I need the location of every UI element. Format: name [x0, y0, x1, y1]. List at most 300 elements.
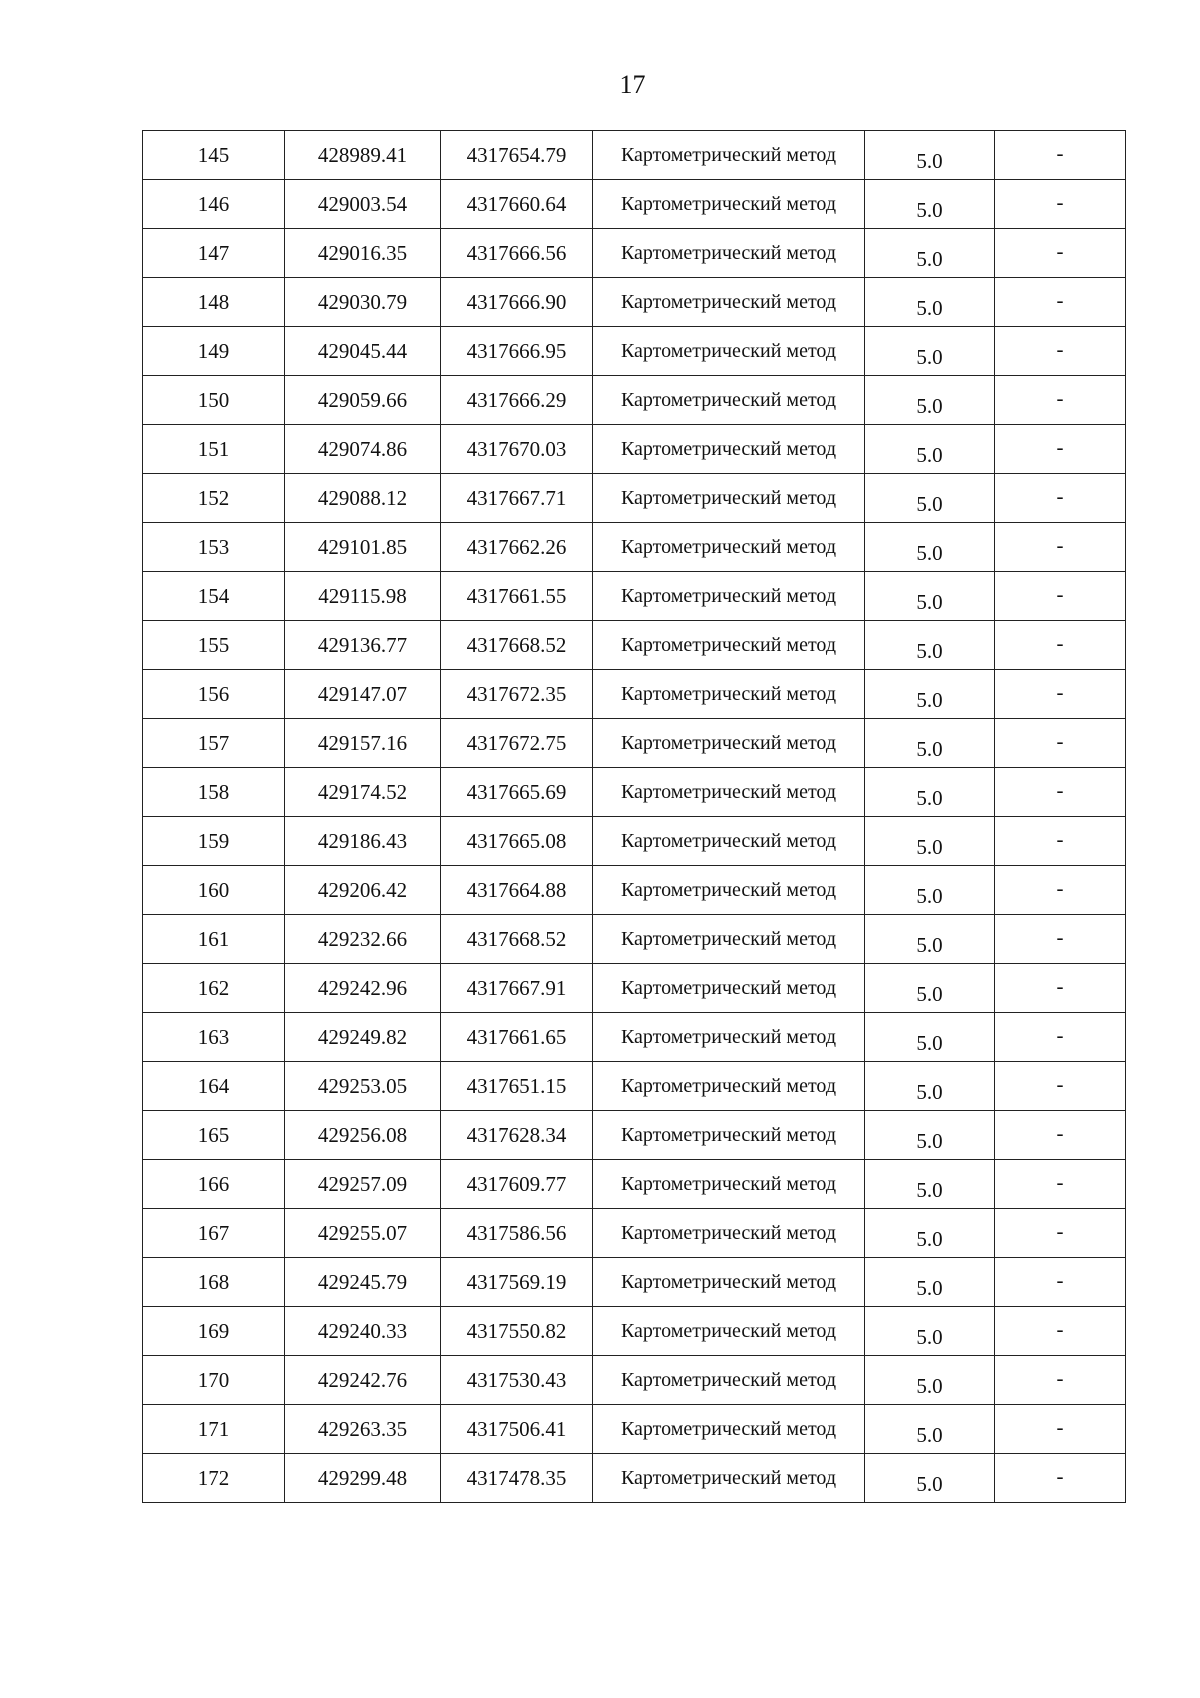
- table-row: [143, 1013, 1126, 1062]
- y-coordinate-text: 4317662.26: [466, 534, 567, 559]
- table-row: [143, 278, 1126, 327]
- point-number-cell: [143, 131, 285, 180]
- method-text: Картометрический метод: [620, 388, 837, 411]
- y-coordinate-cell: [441, 180, 593, 229]
- table-row: [143, 1405, 1126, 1454]
- accuracy-cell: [865, 817, 995, 866]
- note-cell: [995, 327, 1126, 376]
- y-coordinate-cell: [441, 719, 593, 768]
- note-text: -: [1056, 140, 1064, 165]
- method-text: Картометрический метод: [620, 1025, 837, 1048]
- y-coordinate-cell: [441, 474, 593, 523]
- accuracy-text: 5.0: [916, 1128, 943, 1153]
- point-number-text: 149: [197, 338, 230, 363]
- table-row: [143, 866, 1126, 915]
- method-cell: [593, 278, 865, 327]
- note-cell: [995, 768, 1126, 817]
- page-number: 17: [619, 70, 646, 99]
- method-text: Картометрический метод: [620, 1123, 837, 1146]
- point-number-text: 165: [197, 1122, 230, 1147]
- x-coordinate-cell: [285, 229, 441, 278]
- x-coordinate-text: 429157.16: [317, 730, 408, 755]
- point-number-cell: [143, 1160, 285, 1209]
- method-cell: [593, 621, 865, 670]
- accuracy-text: 5.0: [916, 393, 943, 418]
- point-number-cell: [143, 376, 285, 425]
- y-coordinate-cell: [441, 1160, 593, 1209]
- y-coordinate-cell: [441, 621, 593, 670]
- table-row: [143, 376, 1126, 425]
- note-cell: [995, 915, 1126, 964]
- accuracy-text: 5.0: [916, 1275, 943, 1300]
- point-number-text: 159: [197, 828, 230, 853]
- x-coordinate-text: 429003.54: [317, 191, 408, 216]
- table-row: [143, 523, 1126, 572]
- point-number-text: 151: [197, 436, 230, 461]
- accuracy-cell: [865, 376, 995, 425]
- note-cell: [995, 1111, 1126, 1160]
- x-coordinate-cell: [285, 131, 441, 180]
- x-coordinate-cell: [285, 1356, 441, 1405]
- y-coordinate-text: 4317665.69: [466, 779, 567, 804]
- y-coordinate-cell: [441, 964, 593, 1013]
- x-coordinate-cell: [285, 719, 441, 768]
- accuracy-text: 5.0: [916, 883, 943, 908]
- y-coordinate-text: 4317506.41: [466, 1416, 567, 1441]
- note-text: -: [1056, 630, 1064, 655]
- point-number-text: 145: [197, 142, 230, 167]
- x-coordinate-text: 429115.98: [318, 583, 407, 608]
- x-coordinate-cell: [285, 1062, 441, 1111]
- method-cell: [593, 180, 865, 229]
- note-cell: [995, 131, 1126, 180]
- note-text: -: [1056, 875, 1064, 900]
- note-cell: [995, 1454, 1126, 1503]
- method-text: Картометрический метод: [620, 1074, 837, 1097]
- accuracy-text: 5.0: [916, 589, 943, 614]
- accuracy-text: 5.0: [916, 197, 943, 222]
- y-coordinate-text: 4317672.35: [466, 681, 567, 706]
- note-cell: [995, 817, 1126, 866]
- table-row: [143, 1307, 1126, 1356]
- accuracy-text: 5.0: [916, 491, 943, 516]
- x-coordinate-text: 429255.07: [317, 1220, 408, 1245]
- x-coordinate-text: 429245.79: [317, 1269, 408, 1294]
- method-text: Картометрический метод: [620, 437, 837, 460]
- point-number-cell: [143, 572, 285, 621]
- table-row: [143, 1209, 1126, 1258]
- x-coordinate-cell: [285, 964, 441, 1013]
- method-cell: [593, 1209, 865, 1258]
- x-coordinate-cell: [285, 523, 441, 572]
- y-coordinate-cell: [441, 915, 593, 964]
- point-number-text: 164: [197, 1073, 230, 1098]
- x-coordinate-text: 429147.07: [317, 681, 408, 706]
- y-coordinate-text: 4317586.56: [466, 1220, 567, 1245]
- point-number-cell: [143, 474, 285, 523]
- accuracy-cell: [865, 621, 995, 670]
- accuracy-text: 5.0: [916, 736, 943, 761]
- point-number-text: 166: [197, 1171, 230, 1196]
- point-number-cell: [143, 180, 285, 229]
- x-coordinate-cell: [285, 1209, 441, 1258]
- accuracy-cell: [865, 1454, 995, 1503]
- point-number-cell: [143, 1258, 285, 1307]
- table-row: [143, 768, 1126, 817]
- y-coordinate-text: 4317668.52: [466, 926, 567, 951]
- note-text: -: [1056, 1071, 1064, 1096]
- y-coordinate-text: 4317660.64: [466, 191, 567, 216]
- table-row: [143, 180, 1126, 229]
- y-coordinate-cell: [441, 1209, 593, 1258]
- method-cell: [593, 1405, 865, 1454]
- x-coordinate-text: 429101.85: [317, 534, 408, 559]
- x-coordinate-text: 429253.05: [317, 1073, 408, 1098]
- method-text: Картометрический метод: [620, 584, 837, 607]
- y-coordinate-cell: [441, 376, 593, 425]
- point-number-cell: [143, 1454, 285, 1503]
- note-cell: [995, 523, 1126, 572]
- point-number-text: 167: [197, 1220, 230, 1245]
- y-coordinate-cell: [441, 278, 593, 327]
- point-number-cell: [143, 327, 285, 376]
- accuracy-text: 5.0: [916, 1471, 943, 1496]
- table-row: [143, 1160, 1126, 1209]
- x-coordinate-text: 429257.09: [317, 1171, 408, 1196]
- point-number-cell: [143, 1356, 285, 1405]
- point-number-text: 155: [197, 632, 230, 657]
- y-coordinate-text: 4317665.08: [466, 828, 567, 853]
- point-number-text: 148: [197, 289, 230, 314]
- y-coordinate-cell: [441, 670, 593, 719]
- note-text: -: [1056, 1365, 1064, 1390]
- accuracy-text: 5.0: [916, 785, 943, 810]
- method-cell: [593, 131, 865, 180]
- point-number-cell: [143, 1062, 285, 1111]
- accuracy-text: 5.0: [916, 834, 943, 859]
- note-cell: [995, 474, 1126, 523]
- note-text: -: [1056, 336, 1064, 361]
- method-cell: [593, 1160, 865, 1209]
- note-text: -: [1056, 238, 1064, 263]
- x-coordinate-cell: [285, 1307, 441, 1356]
- y-coordinate-text: 4317668.52: [466, 632, 567, 657]
- accuracy-text: 5.0: [916, 1373, 943, 1398]
- note-text: -: [1056, 287, 1064, 312]
- x-coordinate-cell: [285, 1160, 441, 1209]
- note-cell: [995, 621, 1126, 670]
- y-coordinate-cell: [441, 229, 593, 278]
- y-coordinate-text: 4317672.75: [466, 730, 567, 755]
- point-number-cell: [143, 621, 285, 670]
- method-text: Картометрический метод: [620, 1417, 837, 1440]
- method-cell: [593, 1258, 865, 1307]
- note-text: -: [1056, 532, 1064, 557]
- accuracy-cell: [865, 768, 995, 817]
- x-coordinate-cell: [285, 376, 441, 425]
- accuracy-cell: [865, 1356, 995, 1405]
- note-cell: [995, 180, 1126, 229]
- y-coordinate-cell: [441, 1356, 593, 1405]
- x-coordinate-text: 429016.35: [317, 240, 408, 265]
- point-number-text: 153: [197, 534, 230, 559]
- point-number-text: 172: [197, 1465, 230, 1490]
- note-cell: [995, 229, 1126, 278]
- note-cell: [995, 1405, 1126, 1454]
- accuracy-cell: [865, 719, 995, 768]
- y-coordinate-cell: [441, 1307, 593, 1356]
- method-text: Картометрический метод: [620, 143, 837, 166]
- x-coordinate-text: 429045.44: [317, 338, 408, 363]
- note-text: -: [1056, 385, 1064, 410]
- accuracy-cell: [865, 1160, 995, 1209]
- y-coordinate-text: 4317666.90: [466, 289, 567, 314]
- accuracy-cell: [865, 278, 995, 327]
- accuracy-text: 5.0: [916, 932, 943, 957]
- method-cell: [593, 1062, 865, 1111]
- method-text: Картометрический метод: [620, 1368, 837, 1391]
- y-coordinate-cell: [441, 523, 593, 572]
- y-coordinate-text: 4317651.15: [466, 1073, 567, 1098]
- table-row: [143, 131, 1126, 180]
- method-cell: [593, 1307, 865, 1356]
- method-cell: [593, 1454, 865, 1503]
- y-coordinate-text: 4317609.77: [466, 1171, 567, 1196]
- table-row: [143, 474, 1126, 523]
- note-text: -: [1056, 728, 1064, 753]
- x-coordinate-cell: [285, 1013, 441, 1062]
- point-number-cell: [143, 523, 285, 572]
- accuracy-cell: [865, 180, 995, 229]
- point-number-text: 163: [197, 1024, 230, 1049]
- table-row: [143, 1356, 1126, 1405]
- point-number-cell: [143, 229, 285, 278]
- x-coordinate-text: 429232.66: [317, 926, 408, 951]
- x-coordinate-text: 429074.86: [317, 436, 408, 461]
- method-cell: [593, 523, 865, 572]
- note-cell: [995, 1258, 1126, 1307]
- note-text: -: [1056, 581, 1064, 606]
- y-coordinate-cell: [441, 1111, 593, 1160]
- method-text: Картометрический метод: [620, 241, 837, 264]
- accuracy-cell: [865, 1013, 995, 1062]
- x-coordinate-text: 429206.42: [317, 877, 408, 902]
- note-text: -: [1056, 1463, 1064, 1488]
- table-row: [143, 719, 1126, 768]
- y-coordinate-text: 4317666.95: [466, 338, 567, 363]
- method-text: Картометрический метод: [620, 682, 837, 705]
- method-text: Картометрический метод: [620, 535, 837, 558]
- method-cell: [593, 229, 865, 278]
- y-coordinate-text: 4317478.35: [466, 1465, 567, 1490]
- method-cell: [593, 768, 865, 817]
- table-row: [143, 327, 1126, 376]
- accuracy-text: 5.0: [916, 540, 943, 565]
- table-row: [143, 964, 1126, 1013]
- method-cell: [593, 866, 865, 915]
- accuracy-cell: [865, 866, 995, 915]
- point-number-text: 160: [197, 877, 230, 902]
- y-coordinate-cell: [441, 866, 593, 915]
- method-cell: [593, 1356, 865, 1405]
- point-number-text: 158: [197, 779, 230, 804]
- coordinates-table-body: [143, 131, 1126, 1503]
- y-coordinate-text: 4317666.29: [466, 387, 567, 412]
- y-coordinate-cell: [441, 572, 593, 621]
- x-coordinate-cell: [285, 866, 441, 915]
- x-coordinate-text: 429088.12: [317, 485, 408, 510]
- note-cell: [995, 1307, 1126, 1356]
- accuracy-cell: [865, 229, 995, 278]
- point-number-text: 154: [197, 583, 230, 608]
- method-cell: [593, 327, 865, 376]
- note-text: -: [1056, 434, 1064, 459]
- x-coordinate-cell: [285, 1258, 441, 1307]
- accuracy-text: 5.0: [916, 442, 943, 467]
- note-cell: [995, 1356, 1126, 1405]
- y-coordinate-cell: [441, 1258, 593, 1307]
- point-number-text: 171: [197, 1416, 230, 1441]
- point-number-cell: [143, 1013, 285, 1062]
- x-coordinate-cell: [285, 572, 441, 621]
- accuracy-cell: [865, 670, 995, 719]
- accuracy-cell: [865, 425, 995, 474]
- table-row: [143, 1258, 1126, 1307]
- note-cell: [995, 425, 1126, 474]
- note-cell: [995, 866, 1126, 915]
- x-coordinate-text: 429240.33: [317, 1318, 408, 1343]
- accuracy-cell: [865, 1209, 995, 1258]
- accuracy-cell: [865, 1062, 995, 1111]
- note-cell: [995, 1013, 1126, 1062]
- x-coordinate-cell: [285, 670, 441, 719]
- method-text: Картометрический метод: [620, 1319, 837, 1342]
- point-number-text: 162: [197, 975, 230, 1000]
- y-coordinate-text: 4317667.71: [466, 485, 567, 510]
- point-number-cell: [143, 670, 285, 719]
- note-text: -: [1056, 1316, 1064, 1341]
- note-cell: [995, 1062, 1126, 1111]
- method-text: Картометрический метод: [620, 780, 837, 803]
- note-cell: [995, 278, 1126, 327]
- y-coordinate-text: 4317628.34: [466, 1122, 567, 1147]
- point-number-cell: [143, 768, 285, 817]
- x-coordinate-cell: [285, 1454, 441, 1503]
- table-row: [143, 1062, 1126, 1111]
- note-cell: [995, 964, 1126, 1013]
- method-cell: [593, 670, 865, 719]
- table-row: [143, 621, 1126, 670]
- method-text: Картометрический метод: [620, 927, 837, 950]
- note-text: -: [1056, 924, 1064, 949]
- point-number-cell: [143, 964, 285, 1013]
- accuracy-cell: [865, 915, 995, 964]
- point-number-text: 147: [197, 240, 230, 265]
- table-row: [143, 229, 1126, 278]
- note-text: -: [1056, 1267, 1064, 1292]
- x-coordinate-cell: [285, 474, 441, 523]
- note-cell: [995, 1160, 1126, 1209]
- accuracy-text: 5.0: [916, 246, 943, 271]
- method-text: Картометрический метод: [620, 290, 837, 313]
- x-coordinate-text: 429030.79: [317, 289, 408, 314]
- note-text: -: [1056, 1022, 1064, 1047]
- y-coordinate-text: 4317664.88: [466, 877, 567, 902]
- method-text: Картометрический метод: [620, 633, 837, 656]
- note-text: -: [1056, 1169, 1064, 1194]
- method-cell: [593, 1111, 865, 1160]
- method-cell: [593, 964, 865, 1013]
- accuracy-text: 5.0: [916, 981, 943, 1006]
- point-number-cell: [143, 866, 285, 915]
- x-coordinate-text: 429174.52: [317, 779, 408, 804]
- point-number-cell: [143, 719, 285, 768]
- point-number-text: 156: [197, 681, 230, 706]
- note-cell: [995, 376, 1126, 425]
- x-coordinate-text: 428989.41: [317, 142, 408, 167]
- note-cell: [995, 572, 1126, 621]
- note-text: -: [1056, 777, 1064, 802]
- x-coordinate-cell: [285, 768, 441, 817]
- x-coordinate-cell: [285, 425, 441, 474]
- method-cell: [593, 719, 865, 768]
- x-coordinate-text: 429242.76: [317, 1367, 408, 1392]
- y-coordinate-text: 4317666.56: [466, 240, 567, 265]
- method-text: Картометрический метод: [620, 1172, 837, 1195]
- point-number-cell: [143, 278, 285, 327]
- y-coordinate-text: 4317569.19: [466, 1269, 567, 1294]
- point-number-cell: [143, 1209, 285, 1258]
- y-coordinate-text: 4317661.65: [466, 1024, 567, 1049]
- point-number-text: 150: [197, 387, 230, 412]
- accuracy-text: 5.0: [916, 687, 943, 712]
- note-text: -: [1056, 973, 1064, 998]
- method-text: Картометрический метод: [620, 878, 837, 901]
- y-coordinate-text: 4317661.55: [466, 583, 567, 608]
- note-text: -: [1056, 1120, 1064, 1145]
- point-number-text: 161: [197, 926, 230, 951]
- table-row: [143, 915, 1126, 964]
- accuracy-text: 5.0: [916, 1226, 943, 1251]
- method-text: Картометрический метод: [620, 976, 837, 999]
- method-cell: [593, 474, 865, 523]
- accuracy-text: 5.0: [916, 1177, 943, 1202]
- x-coordinate-text: 429256.08: [317, 1122, 408, 1147]
- accuracy-text: 5.0: [916, 344, 943, 369]
- accuracy-cell: [865, 1258, 995, 1307]
- note-cell: [995, 1209, 1126, 1258]
- note-text: -: [1056, 1218, 1064, 1243]
- y-coordinate-text: 4317530.43: [466, 1367, 567, 1392]
- y-coordinate-cell: [441, 1062, 593, 1111]
- accuracy-cell: [865, 523, 995, 572]
- note-text: -: [1056, 189, 1064, 214]
- accuracy-text: 5.0: [916, 295, 943, 320]
- method-text: Картометрический метод: [620, 192, 837, 215]
- table-row: [143, 1111, 1126, 1160]
- note-cell: [995, 719, 1126, 768]
- accuracy-cell: [865, 964, 995, 1013]
- accuracy-text: 5.0: [916, 1324, 943, 1349]
- x-coordinate-cell: [285, 1405, 441, 1454]
- accuracy-cell: [865, 1111, 995, 1160]
- note-text: -: [1056, 1414, 1064, 1439]
- x-coordinate-text: 429186.43: [317, 828, 408, 853]
- accuracy-text: 5.0: [916, 1079, 943, 1104]
- y-coordinate-cell: [441, 425, 593, 474]
- x-coordinate-cell: [285, 817, 441, 866]
- y-coordinate-cell: [441, 327, 593, 376]
